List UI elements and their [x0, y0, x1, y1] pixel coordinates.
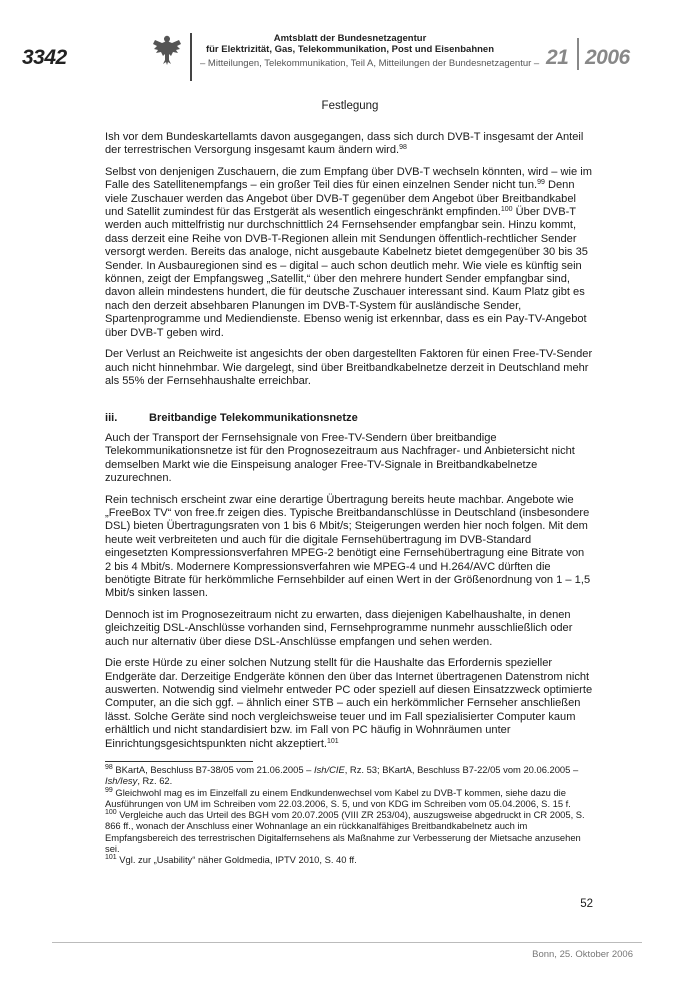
- paragraph: Ish vor dem Bundeskartellamts davon ausgegangen, dass sich durch DVB-T insgesamt der Anteil der terrestrischen Versorgung insgesamt kaum ändern wird.$^{98}$: [105, 131, 584, 157]
- paragraph: Selbst von denjenigen Zuschauern, die zum Empfang über DVB-T wechseln könnten, wird – wie im Falle des Satellitenempfangs – ein großer Teil dies für einen einzelnen Sender nicht tun.$^{99}$ Denn viele Zuschauer werden das Angebot über DVB-T gegenüber dem Angebot über Breitbandkabel und Satellit zumindest für das Erstgerät als wesentlich eingeschränkt empfinden.$^{100}$ Über DVB-T werden auch mittelfristig nur durchschnittlich 24 Fernsehsender empfangbar sein. Hinzu kommt, dass derzeit eine Reihe von DVB-T-Regionen allein mit Sendungen öffentlich-rechtlicher Sender versorgt werden. Bereits das analoge, nicht ausgebaute Kabelnetz bietet demgegenüber 30 bis 35 Sender. In Ausbauregionen sind es – digital – auch schon deutlich mehr. Wie viele es künftig sein können, zeigt der Empfangsweg „Satellit,“ über den mehrere hundert Sender empfangbar sind, davon allein mindestens hundert, die für deutsche Zuschauer interessant sind. Kaum Platz gibt es nach den derzeit absehbaren Planungen im DVB-T-System für ausländische Sender, Spartenprogramme und Mediendienste. Ebenso wenig ist erkennbar, dass es ein Pay-TV-Angebot über DVB-T geben wird.: [105, 165, 592, 339]
- footnote-divider: [105, 761, 253, 762]
- footnote: $^{100}$ Vergleiche auch das Urteil des BGH vom 20.07.2005 (VIII ZR 253/04), auszugsweise abgedruckt in CR 2005, S. 866 ff., wonach der Anschluss einer Wohnanlage an ein rückkanalfähiges Breitbandkabelnetz auch im Empfangsbereich des terrestrischen Digitalfernsehens als Maßnahme zur Verbesserung der Mietsache anzusehen sei.: [105, 809, 585, 855]
- header-issue-number: 21: [546, 46, 569, 69]
- paragraph: Auch der Transport der Fernsehsignale von Free-TV-Sendern über breitbandige Telekommunikationsnetze ist für den Prognosezeitraum aus Nachfrager- und Anbietersicht nicht demselben Markt wie die Einspeisung analoger Free-TV-Signale in Breitbandkabelnetze zuzurechnen.: [105, 432, 575, 485]
- header-subtitle: für Elektrizität, Gas, Telekommunikation, Post und Eisenbahnen: [205, 44, 495, 55]
- header-title: Amtsblatt der Bundesnetzagentur: [273, 33, 427, 44]
- footnote-ref[interactable]: 100: [500, 206, 513, 214]
- paragraph: Dennoch ist im Prognosezeitraum nicht zu erwarten, dass diejenigen Kabelhaushalte, in denen gleichzeitig DSL-Anschlüsse vorhanden sind, Fernsehprogramme nunmehr ausschließlich oder auch nur alternativ über diese DSL-Anschlüsse empfangen und sehen werden.: [105, 608, 573, 648]
- footnote-ref[interactable]: 101: [327, 737, 339, 745]
- footnote: $^{98}$ BKartA, Beschluss B7-38/05 vom 21.06.2005 – Ish/CIE, Rz. 53; BKartA, Beschluss B7-22/05 vom 20.06.2005 – Ish/Iesy, Rz. 62.: [105, 764, 579, 787]
- section-heading-number: iii.: [105, 412, 118, 424]
- footnote: $^{101}$ Vgl. zur „Usability“ näher Goldmedia, IPTV 2010, S. 40 ff.: [105, 854, 357, 866]
- footer-divider: [52, 942, 642, 943]
- header-page-number: 3342: [22, 46, 67, 69]
- section-heading: [105, 412, 593, 424]
- footnote-ref[interactable]: 99: [537, 179, 545, 187]
- footnote-ref[interactable]: 98: [399, 144, 407, 152]
- header-year: 2006: [585, 46, 630, 69]
- paragraph: Die erste Hürde zu einer solchen Nutzung stellt für die Haushalte das Erfordernis spezieller Endgeräte dar. Derzeitige Endgeräte können den über das Internet übertragenen Datenstrom nicht auswerten. Notwendig sind vielmehr entweder PC oder speziell auf diesen Einsatzzweck optimierte Computer, an die sich ggf. – ähnlich einer STB – auch ein herkömmlicher Fernseher anschließen lässt. Solche Geräte sind noch vergleichsweise teuer und im Fall spezialisierter Computer kaum erhältlich und nicht standardisiert bzw. im Fall von PC häufig in Wohnräumen unter Einrichtungsgesichtspunkten nicht akzeptiert.$^{101}$: [105, 657, 593, 750]
- header-issue-divider: [577, 38, 579, 70]
- footnote: $^{99}$ Gleichwohl mag es im Einzelfall zu einem Endkundenwechsel vom Kabel zu DVB-T kommen, siehe dazu die Ausführungen von UM im Schreiben vom 22.03.2006, S. 5, und von KDG im Schreiben vom 05.04.2006, S. 15 f.: [105, 786, 571, 809]
- body-text-a: [105, 131, 593, 388]
- section-label: Festlegung: [321, 100, 379, 112]
- header-series: – Mitteilungen, Telekommunikation, Teil A, Mitteilungen der Bundesnetzagentur –: [200, 58, 540, 69]
- footer-date: Bonn, 25. Oktober 2006: [532, 949, 633, 960]
- footnotes: [105, 764, 593, 866]
- body-text-b: [105, 432, 593, 759]
- paragraph: Der Verlust an Reichweite ist angesichts der oben dargestellten Faktoren für einen Free-TV-Sender auch nicht hinnehmbar. Wie dargelegt, sind über Breitbandkabelnetze derzeit in Deutschland mehr als 55% der Fernsehhaushalte erreichbar.: [105, 348, 593, 387]
- paragraph: Rein technisch erscheint zwar eine derartige Übertragung bereits heute machbar. Angebote wie „FreeBox TV“ von free.fr zeigen dies. Typische Breitbandanschlüsse in Deutschland (insbesondere DSL) bieten Übertragungsraten von 1 bis 6 Mbit/s; Steigerungen werden hier noch folgen. Mit dem heute weit verbreiteten und auch für die digitale Fernsehübertragung im DVB-Standard eingesetzten Kompressionsverfahren MPEG-2 benötigt eine Fernsehübertragung eine Bitrate von 2 bis 4 Mbit/s. Modernere Kompressionsverfahren wie MPEG-4 und H.264/AVC dürften die benötigte Bitrate für herkömmliche Fernsehbilder auf einen Wert in der Größenordnung von 1 – 1,5 Mbit/s sinken lassen.: [105, 493, 591, 600]
- page-number: 52: [580, 898, 593, 910]
- section-heading-title: Breitbandige Telekommunikationsnetze: [149, 412, 358, 424]
